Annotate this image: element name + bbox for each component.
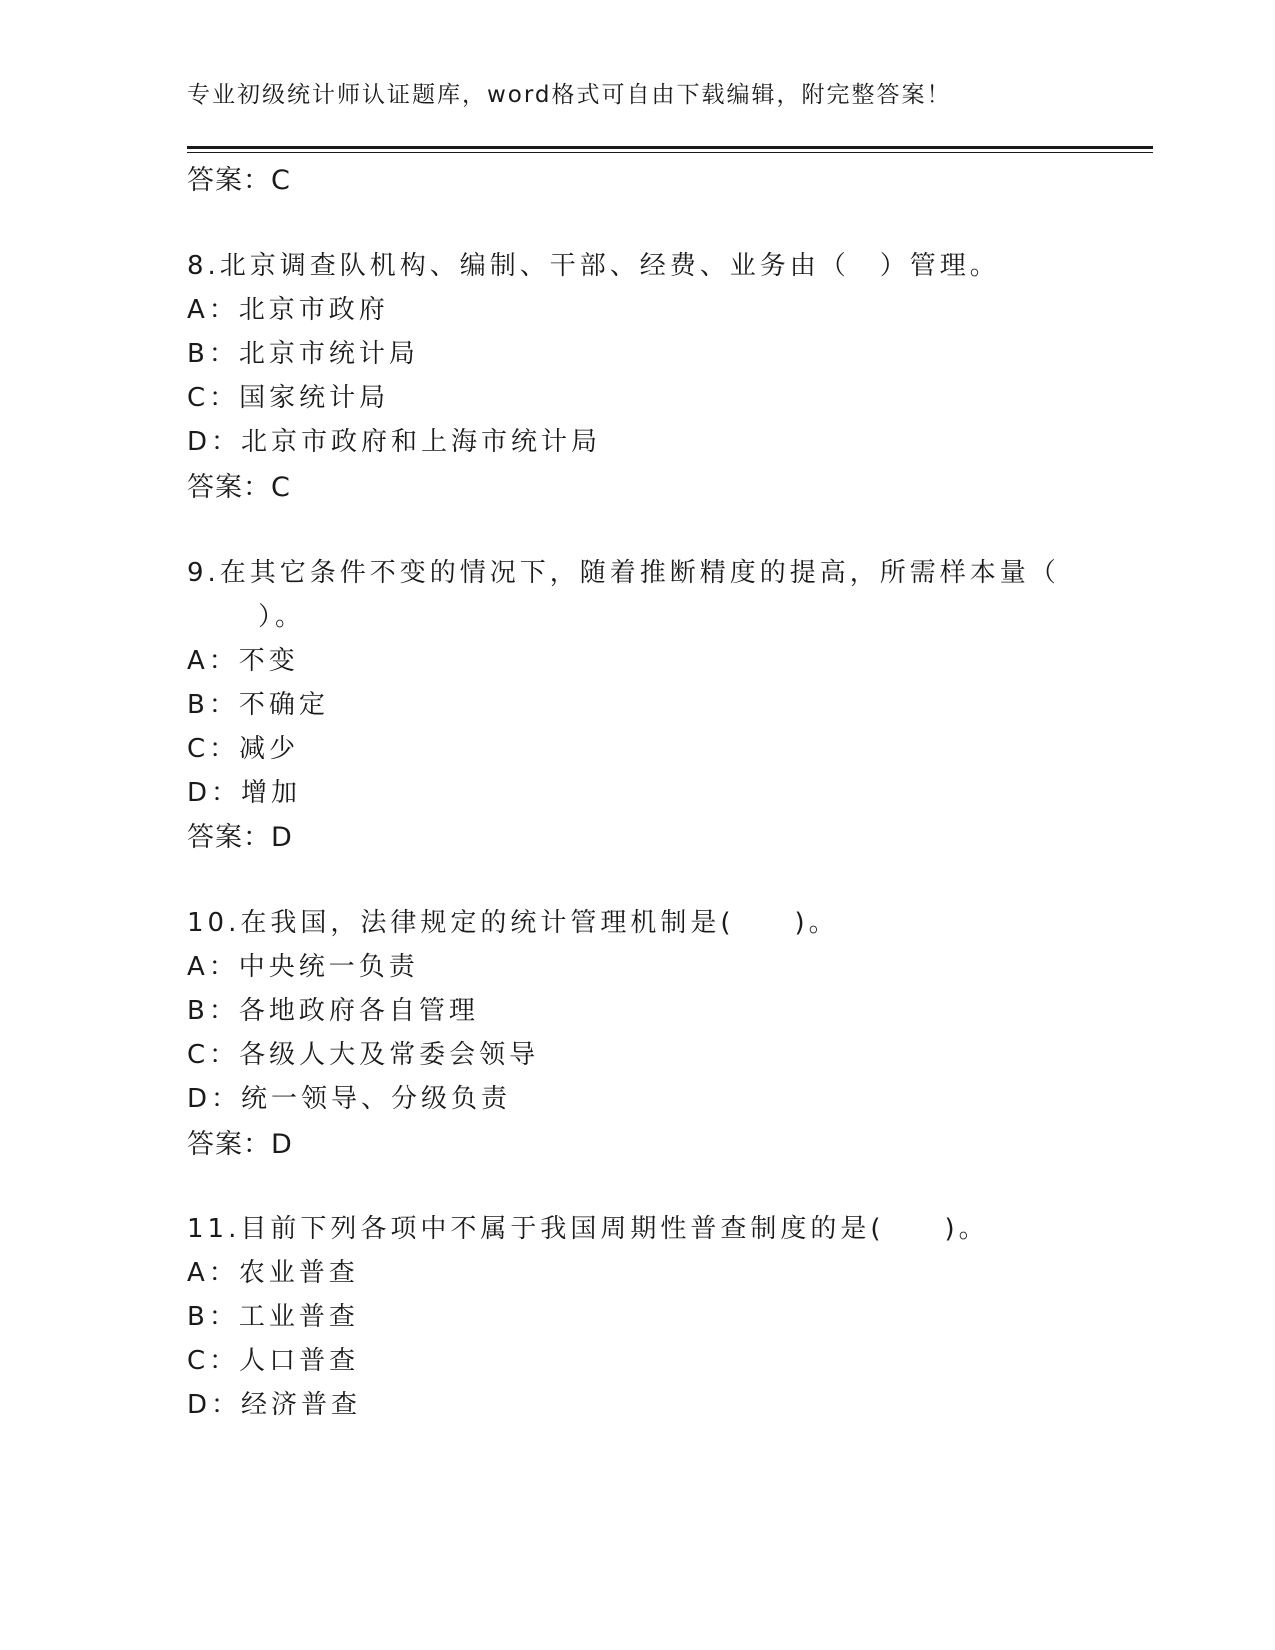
option-b: B：工业普查 bbox=[187, 1302, 359, 1332]
header-rule-thin bbox=[187, 152, 1153, 153]
option-c: C：各级人大及常委会领导 bbox=[187, 1040, 540, 1070]
option-c: C：国家统计局 bbox=[187, 383, 390, 413]
answer-line: 答案：D bbox=[187, 1129, 293, 1160]
option-a: A：中央统一负责 bbox=[187, 952, 419, 982]
option-a: A：北京市政府 bbox=[187, 295, 389, 325]
question-stem: 8.北京调查队机构、编制、干部、经费、业务由（ ）管理。 bbox=[187, 251, 1000, 281]
header-rule-thick bbox=[187, 146, 1153, 149]
question-stem: 11.目前下列各项中不属于我国周期性普查制度的是( )。 bbox=[187, 1214, 989, 1244]
option-c: C：减少 bbox=[187, 734, 300, 764]
option-b: B：不确定 bbox=[187, 690, 329, 720]
question-stem-continued: ）。 bbox=[258, 602, 306, 632]
option-b: B：各地政府各自管理 bbox=[187, 996, 479, 1026]
option-a: A：不变 bbox=[187, 646, 299, 676]
answer-line: 答案：C bbox=[187, 472, 291, 503]
option-b: B：北京市统计局 bbox=[187, 339, 419, 369]
option-d: D：增加 bbox=[187, 778, 302, 808]
option-a: A：农业普查 bbox=[187, 1258, 359, 1288]
question-stem: 10.在我国，法律规定的统计管理机制是( )。 bbox=[187, 908, 839, 938]
option-d: D：北京市政府和上海市统计局 bbox=[187, 427, 602, 457]
question-stem: 9.在其它条件不变的情况下，随着推断精度的提高，所需样本量（ bbox=[187, 558, 1060, 588]
option-c: C：人口普查 bbox=[187, 1346, 360, 1376]
page-header: 专业初级统计师认证题库，word格式可自由下载编辑，附完整答案！ bbox=[187, 82, 952, 108]
option-d: D：统一领导、分级负责 bbox=[187, 1084, 512, 1114]
answer-line: 答案：D bbox=[187, 822, 293, 853]
answer-line: 答案：C bbox=[187, 165, 291, 196]
option-d: D：经济普查 bbox=[187, 1390, 362, 1420]
